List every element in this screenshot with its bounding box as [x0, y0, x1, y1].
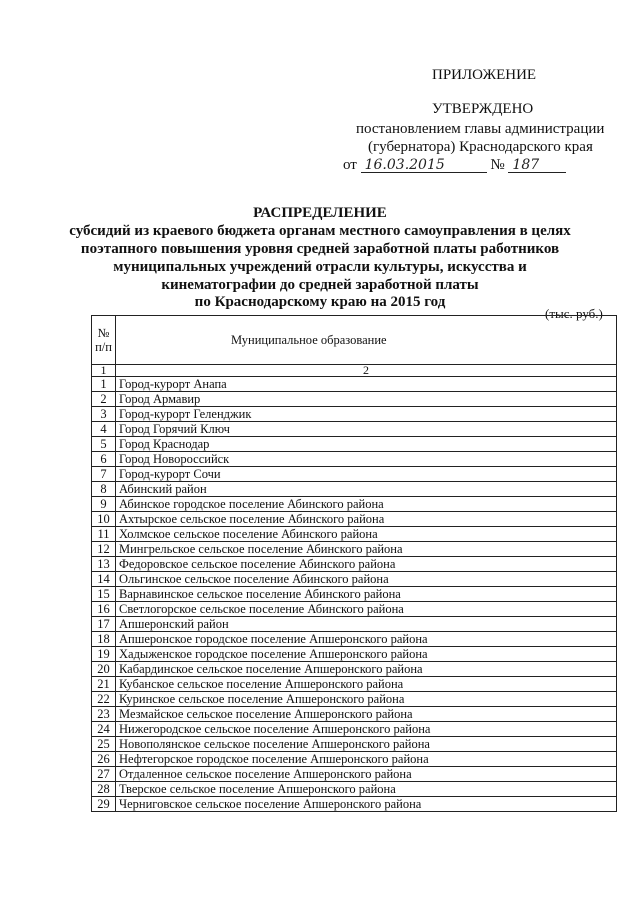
handwritten-date: 16.03.2015 — [361, 158, 487, 173]
table-row — [92, 437, 617, 452]
table-row — [92, 542, 617, 557]
number-prefix: № — [490, 157, 505, 173]
row-number: 23 — [92, 707, 116, 722]
table-header-row — [92, 316, 617, 365]
column-number-2: 2 — [116, 365, 617, 377]
row-number: 19 — [92, 647, 116, 662]
row-number: 7 — [92, 467, 116, 482]
table-row — [92, 422, 617, 437]
row-number: 16 — [92, 602, 116, 617]
row-number: 17 — [92, 617, 116, 632]
row-number: 25 — [92, 737, 116, 752]
title-line-5: по Краснодарскому краю на 2015 год — [194, 294, 446, 310]
table-row — [92, 527, 617, 542]
row-number: 8 — [92, 482, 116, 497]
table-row — [92, 632, 617, 647]
row-entity: Кубанское сельское поселение Апшеронского района — [116, 677, 617, 692]
row-entity: Апшеронский район — [116, 617, 617, 632]
table-row — [92, 407, 617, 422]
row-entity: Город-курорт Анапа — [116, 377, 617, 392]
table-row — [92, 512, 617, 527]
row-number: 3 — [92, 407, 116, 422]
date-prefix: от — [343, 157, 357, 173]
row-number: 4 — [92, 422, 116, 437]
table-row — [92, 662, 617, 677]
row-entity: Варнавинское сельское поселение Абинского района — [116, 587, 617, 602]
table-body — [92, 377, 617, 812]
header-number-line-1: № — [97, 326, 110, 340]
row-entity: Хадыженское городское поселение Апшеронского района — [116, 647, 617, 662]
approval-date-line — [343, 156, 566, 174]
row-entity: Апшеронское городское поселение Апшеронского района — [116, 632, 617, 647]
row-number: 29 — [92, 797, 116, 812]
row-number: 13 — [92, 557, 116, 572]
row-entity: Ольгинское сельское поселение Абинского района — [116, 572, 617, 587]
row-entity: Ахтырское сельское поселение Абинского района — [116, 512, 617, 527]
column-number-1: 1 — [92, 365, 116, 377]
row-number: 12 — [92, 542, 116, 557]
row-number: 27 — [92, 767, 116, 782]
column-number-row — [92, 365, 617, 377]
document-title: РАСПРЕДЕЛЕНИЕ — [253, 205, 387, 221]
table-row — [92, 782, 617, 797]
row-entity: Абинский район — [116, 482, 617, 497]
row-number: 2 — [92, 392, 116, 407]
table-row — [92, 392, 617, 407]
handwritten-number: 187 — [508, 158, 566, 173]
subsidy-table — [91, 315, 617, 812]
row-number: 15 — [92, 587, 116, 602]
row-entity: Тверское сельское поселение Апшеронского района — [116, 782, 617, 797]
table-row — [92, 617, 617, 632]
unit-label: (тыс. руб.) — [545, 306, 603, 321]
table-row — [92, 797, 617, 812]
title-line-3: муниципальных учреждений отрасли культуры, искусства и — [113, 259, 527, 275]
table-row — [92, 647, 617, 662]
table-row — [92, 452, 617, 467]
row-entity: Кабардинское сельское поселение Апшеронского района — [116, 662, 617, 677]
row-number: 9 — [92, 497, 116, 512]
table-row — [92, 587, 617, 602]
title-line-4: кинематографии до средней заработной платы — [161, 277, 479, 293]
row-number: 21 — [92, 677, 116, 692]
row-entity: Город Горячий Ключ — [116, 422, 617, 437]
header-number — [92, 316, 116, 365]
row-entity: Мингрельское сельское поселение Абинского района — [116, 542, 617, 557]
row-number: 26 — [92, 752, 116, 767]
row-number: 20 — [92, 662, 116, 677]
row-number: 18 — [92, 632, 116, 647]
row-entity: Черниговское сельское поселение Апшеронского района — [116, 797, 617, 812]
row-number: 28 — [92, 782, 116, 797]
row-entity: Куринское сельское поселение Апшеронского района — [116, 692, 617, 707]
row-entity: Город Краснодар — [116, 437, 617, 452]
title-line-2: поэтапного повышения уровня средней заработной платы работников — [80, 241, 560, 257]
table-row — [92, 557, 617, 572]
table-row — [92, 572, 617, 587]
row-entity: Абинское городское поселение Абинского района — [116, 497, 617, 512]
approved-label: УТВЕРЖДЕНО — [432, 101, 534, 117]
table-row — [92, 602, 617, 617]
table-row — [92, 752, 617, 767]
table-row — [92, 722, 617, 737]
table-row — [92, 467, 617, 482]
row-number: 22 — [92, 692, 116, 707]
row-entity: Светлогорское сельское поселение Абинского района — [116, 602, 617, 617]
table-row — [92, 737, 617, 752]
row-entity: Город Армавир — [116, 392, 617, 407]
row-number: 10 — [92, 512, 116, 527]
approval-line-1: постановлением главы администрации — [356, 121, 605, 137]
row-entity: Федоровское сельское поселение Абинского района — [116, 557, 617, 572]
table-row — [92, 497, 617, 512]
table-row — [92, 707, 617, 722]
row-number: 6 — [92, 452, 116, 467]
row-entity: Город-курорт Сочи — [116, 467, 617, 482]
table-row — [92, 692, 617, 707]
row-number: 14 — [92, 572, 116, 587]
row-entity: Мезмайское сельское поселение Апшеронского района — [116, 707, 617, 722]
table-row — [92, 377, 617, 392]
row-entity: Холмское сельское поселение Абинского района — [116, 527, 617, 542]
row-number: 1 — [92, 377, 116, 392]
row-number: 11 — [92, 527, 116, 542]
row-entity: Нижегородское сельское поселение Апшеронского района — [116, 722, 617, 737]
row-entity: Город Новороссийск — [116, 452, 617, 467]
row-number: 24 — [92, 722, 116, 737]
row-entity: Город-курорт Геленджик — [116, 407, 617, 422]
header-entity: Муниципальное образование — [116, 316, 617, 365]
row-entity: Новополянское сельское поселение Апшеронского района — [116, 737, 617, 752]
table-row — [92, 767, 617, 782]
appendix-label: ПРИЛОЖЕНИЕ — [432, 67, 537, 83]
title-line-1: субсидий из краевого бюджета органам местного самоуправления в целях — [69, 223, 571, 239]
table-row — [92, 677, 617, 692]
row-number: 5 — [92, 437, 116, 452]
approval-line-2: (губернатора) Краснодарского края — [368, 139, 593, 155]
header-number-line-2: п/п — [95, 340, 112, 354]
table-row — [92, 482, 617, 497]
row-entity: Отдаленное сельское поселение Апшеронского района — [116, 767, 617, 782]
row-entity: Нефтегорское городское поселение Апшеронского района — [116, 752, 617, 767]
